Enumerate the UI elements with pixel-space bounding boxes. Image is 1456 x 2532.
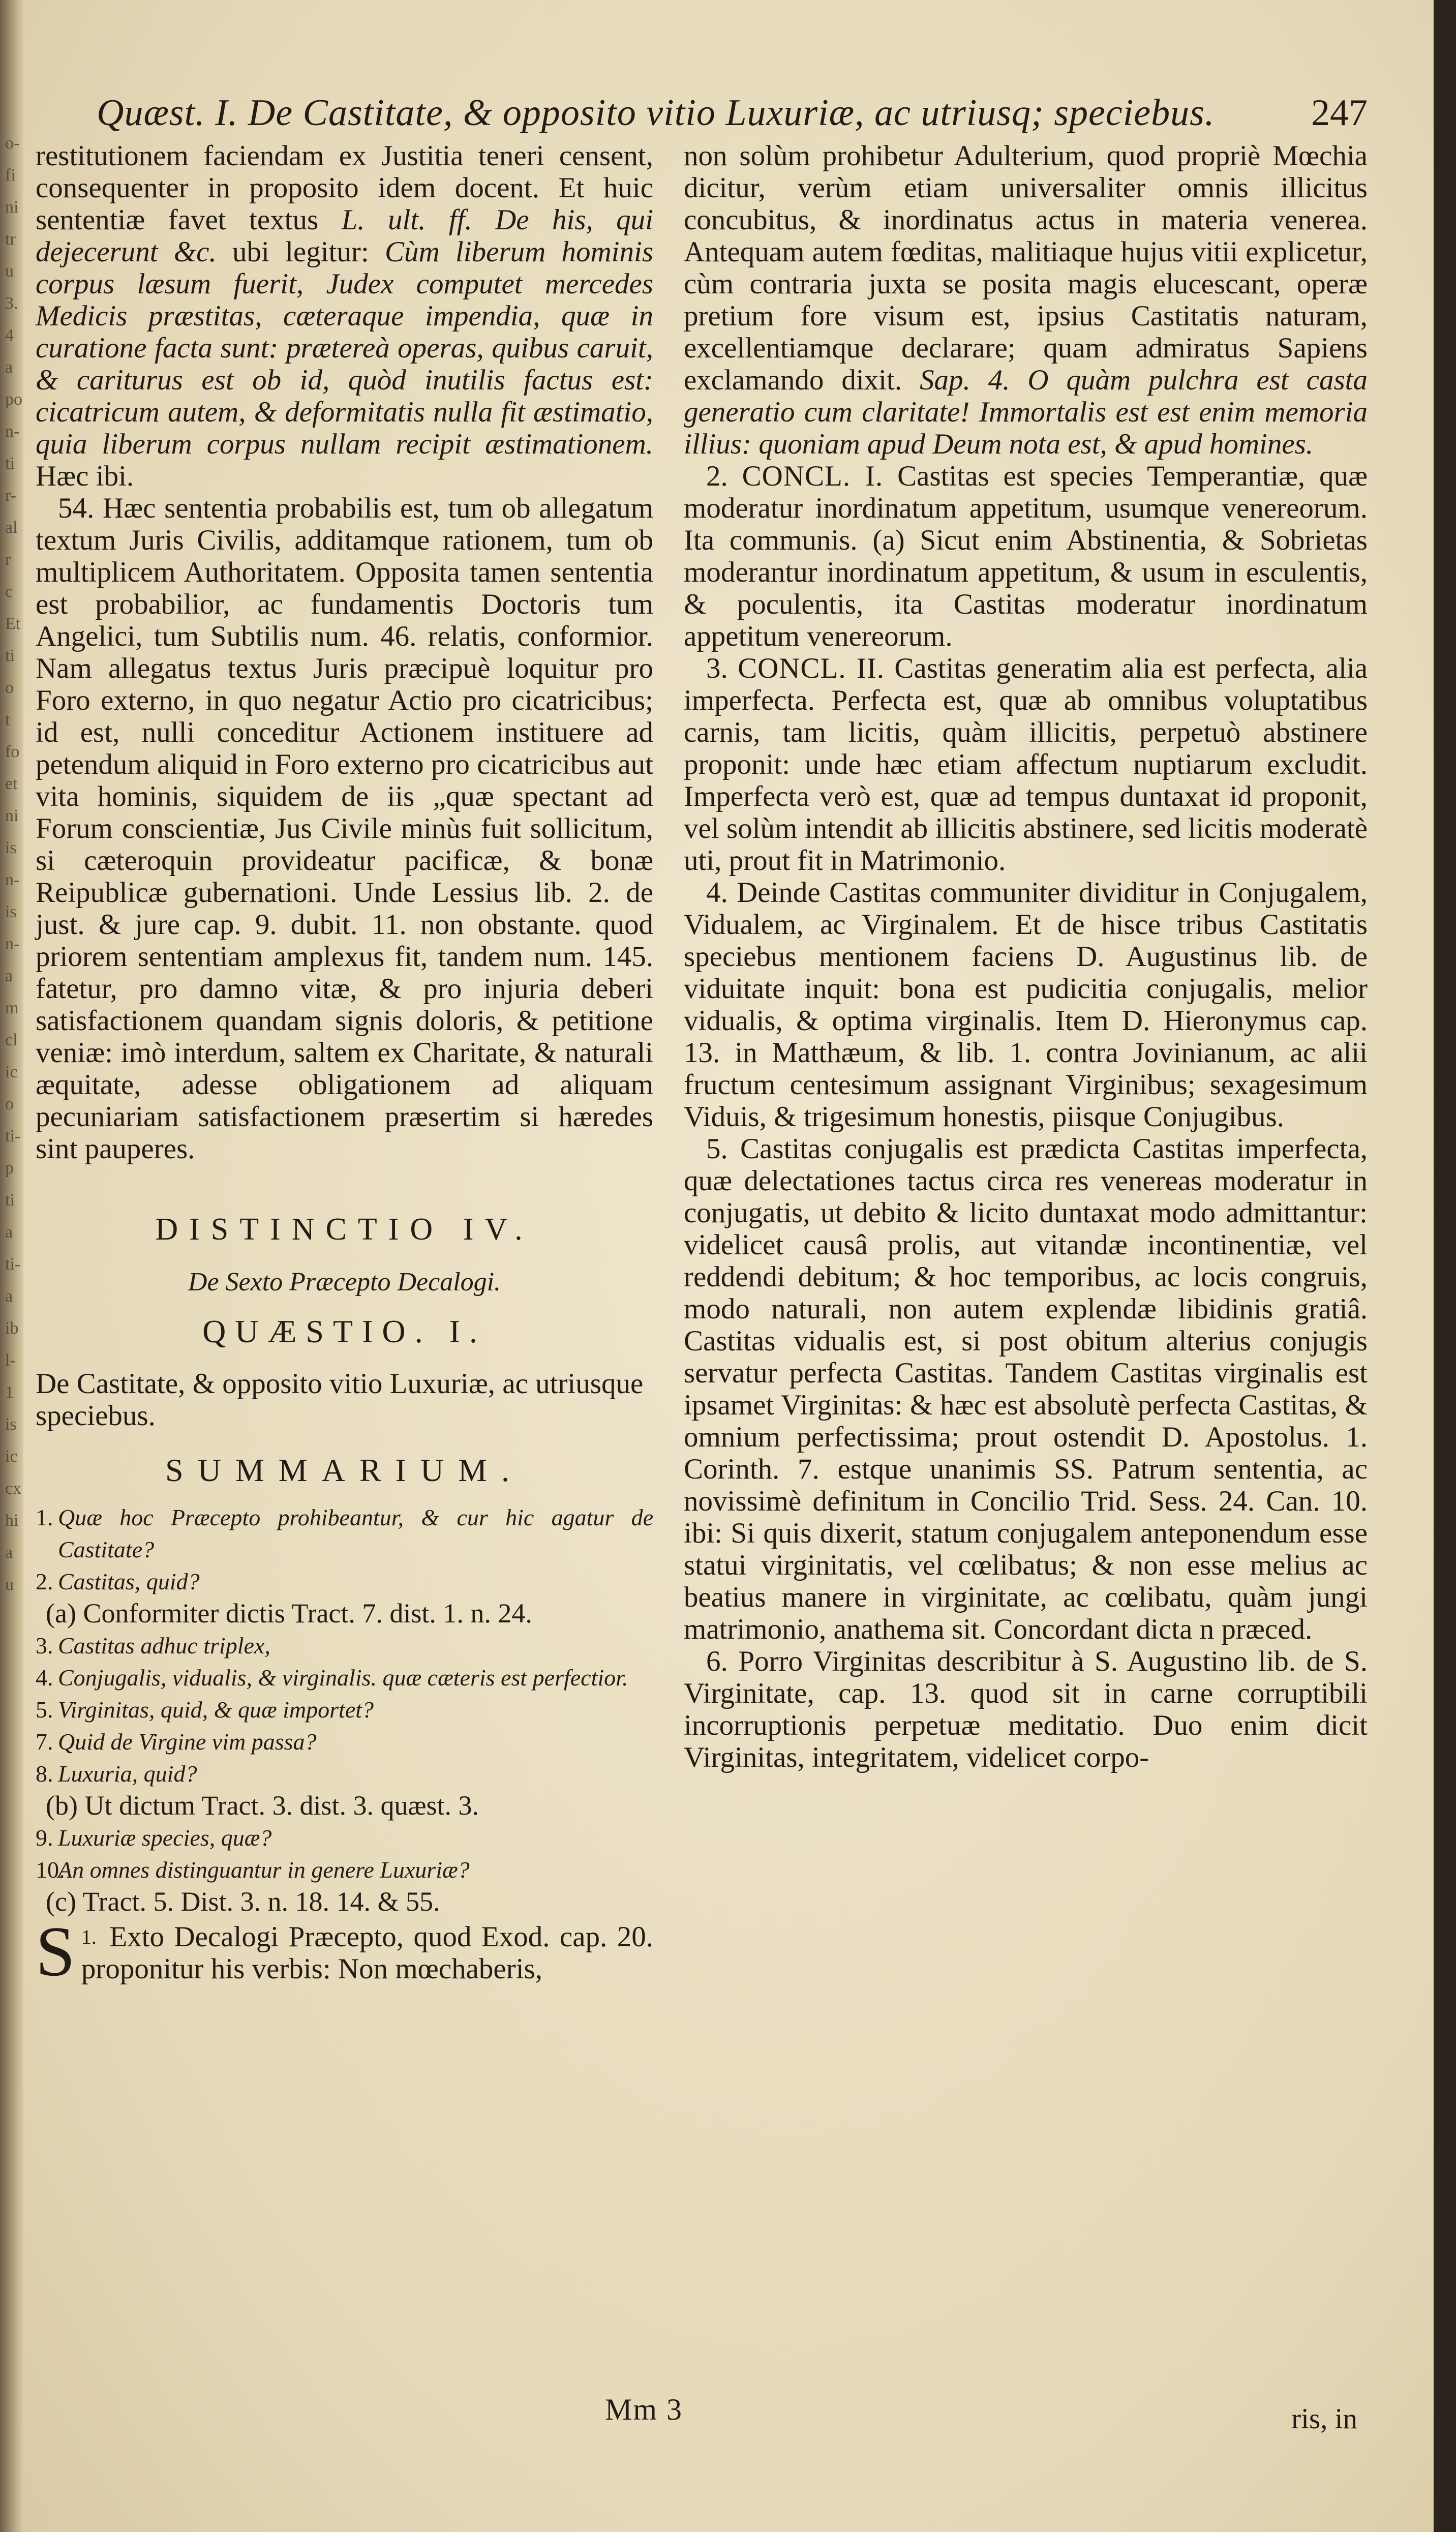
bleed-fragment: 3. (5, 294, 18, 313)
summary-item-number: 4. (36, 1665, 53, 1691)
left-margin-bleed (5, 127, 22, 1601)
bleed-fragment: l- (5, 1351, 16, 1370)
distinctio-heading: DISTINCTIO IV. (155, 1212, 534, 1247)
bleed-fragment: fo (5, 742, 20, 761)
bleed-fragment: ti- (5, 1127, 21, 1146)
summary-item-number: 1. (36, 1504, 53, 1530)
bleed-fragment: ib (5, 1319, 19, 1338)
bleed-fragment: c (5, 582, 13, 601)
paragraph-continuation: non solùm prohibetur Adulterium, quod propriè Mœchia dicitur, verùm etiam universaliter omnis illicitus concubitus, & inordinatus actus in materia venerea. Antequam autem fœditas, malitiaque hujus vitii explicetur, cùm contraria juxta se posita magis elucescant, operæ pretium fore visum est, ipsius Castitatis naturam, excellentiamque declarare; quam admiratus Sapiens exclamando dixit. Sap. 4. O quàm pulchra est casta generatio cum claritate! Immortalis est est enim memoria illius: quoniam apud Deum nota est, & apud homines. (684, 140, 1368, 460)
summary-item-text: Luxuria, quid? (58, 1761, 197, 1787)
summary-item-number: 7. (36, 1729, 53, 1755)
bleed-fragment: is (5, 1415, 17, 1434)
bleed-fragment: a (5, 1543, 13, 1562)
summary-item (36, 1854, 653, 1886)
signature-mark: Mm 3 (605, 2393, 683, 2426)
summary-item-number: 2. (36, 1569, 53, 1594)
paragraph-4: 4. Deinde Castitas communiter dividitur in Conjugalem, Vidualem, ac Virginalem. Et de hisce tribus Castitatis speciebus mentionem faciens D. Augustinus lib. de viduitate inquit: bona est pudicitia conjugalis, melior vidualis, & optima virginalis. Item D. Hieronymus cap. 13. in Matthæum, & lib. 1. contra Jovinianum, ac alii fructum centesimum assignant Virginibus; sexagesimum Viduis, & trigesimum honestis, piisque Conjugibus. (684, 877, 1368, 1133)
citation: Sap. 4. O quàm pulchra est casta generatio cum claritate! Immortalis est est enim memoria illius: quoniam apud Deum nota est, & apud homines. (684, 364, 1368, 460)
summary-item (36, 1501, 653, 1565)
summary-note (36, 1597, 653, 1630)
summary-item-text: Virginitas, quid, & quæ importet? (58, 1697, 374, 1723)
paragraph-54: 54. Hæc sententia probabilis est, tum ob allegatum textum Juris Civilis, additamque rationem, tum ob multiplicem Authoritatem. Opposita tamen sententia est probabilior, ac fundamentis Doctoris tum Angelici, tum Subtilis num. 46. relatis, conformior. Nam allegatus textus Juris præcipuè loquitur pro Foro externo, in quo negatur Actio pro cicatricibus; id est, nulli conceditur Actionem instituere ad petendum aliquid in Foro externo pro cicatricibus aut vita hominis, siquidem de iis „quæ spectant ad Forum conscientiæ, Jus Civile minùs fuit sollicitum, si cæteroquin provideatur pacificæ, & bonæ Reipublicæ gubernationi. Unde Lessius lib. 2. de just. & jure cap. 9. dubit. 11. non obstante. quod priorem sententiam amplexus fit, tandem num. 145. fatetur, pro damno vitæ, & pro injuria deberi satisfactionem quandam signis doloris, & petitione veniæ: imò interdum, saltem ex Charitate, & naturali æquitate, adesse obligationem ad aliquam pecuniariam satisfactionem præsertim si hæredes sint pauperes. (36, 492, 654, 1165)
bleed-fragment: a (5, 967, 13, 985)
bleed-fragment: ti- (5, 1255, 21, 1274)
left-column (36, 140, 654, 1991)
bleed-fragment: ic (5, 1447, 18, 1466)
paragraph-number: 6. (706, 1645, 728, 1677)
summary-item (36, 1630, 653, 1662)
bleed-fragment: hi (5, 1511, 19, 1530)
summarium-heading: SUMMARIUM. (165, 1452, 524, 1488)
catchword: ris, in (1291, 2403, 1357, 2435)
bleed-fragment: is (5, 838, 17, 857)
paragraph-number: 1. (81, 1925, 97, 1948)
summary-list (36, 1501, 653, 1918)
paragraph-2: 2. CONCL. I. Castitas est species Temperantiæ, quæ moderatur inordinatum appetitum, usumque venereorum. Ita communis. (a) Sicut enim Abstinentia, & Sobrietas moderantur inordinatum appetitum, & usum in esculentis, & poculentis, ita Castitas moderatur inordinatum appetitum venereorum. (684, 460, 1368, 652)
bleed-fragment: ni (5, 806, 19, 825)
summary-item (36, 1822, 653, 1854)
bleed-fragment: n- (5, 422, 20, 441)
drop-cap: S (36, 1912, 75, 1991)
summary-item (36, 1694, 653, 1726)
bleed-fragment: ti (5, 1191, 15, 1210)
bleed-fragment: a (5, 1287, 13, 1306)
summary-item-text: Quæ hoc Præcepto prohibeantur, & cur hic agatur de Castitate? (58, 1504, 653, 1562)
running-head (97, 92, 1378, 142)
bleed-fragment: a (5, 358, 13, 377)
summary-note (36, 1790, 653, 1822)
paragraph-5: 5. Castitas conjugalis est prædicta Castitas imperfecta, quæ delectationes tactus circa res venereas moderatur in conjugatis, ut debito & licito duntaxat modo admittantur: videlicet causâ prolis, aut vitandæ incontinentiæ, vel reddendi debitum; & hoc temporibus, ac locis congruis, modo naturali, non autem explendæ libidinis gratiâ. Castitas vidualis est, si post obitum alterius conjugis servatur perfecta Castitas. Tandem Castitas virginalis est ipsamet Virginitas: & hæc est absolutè perfecta Castitas, & omnium perfectissima; prout ostendit D. Apostolus. 1. Corinth. 7. estque unanimis SS. Patrum sententia, ac novissimè definitum in Concilio Trid. Sess. 24. Can. 10. ibi: Si quis dixerit, statum conjugalem anteponendum esse statui virginitatis, vel cœlibatus; & non esse melius ac beatius manere in virginitate, ac cœlibatu, quàm jungi matrimonio, anathema sit. Concordant dicta n præced. (684, 1133, 1368, 1645)
bleed-fragment: ti (5, 646, 15, 665)
summary-item-number: 5. (36, 1697, 53, 1723)
bleed-fragment: ic (5, 1063, 18, 1081)
summary-item-text: An omnes distinguantur in genere Luxuriæ? (58, 1857, 470, 1883)
conclusion-label: CONCL. II. (738, 652, 885, 684)
paragraph-number: 2. (706, 460, 728, 492)
bleed-fragment: fi (5, 166, 16, 185)
bleed-fragment: ni (5, 198, 19, 217)
bleed-fragment: cx (5, 1479, 22, 1498)
paragraph-number: 54. (58, 492, 95, 524)
bleed-fragment: r- (5, 486, 16, 505)
right-column (684, 140, 1368, 1773)
quotation: Cùm liberum hominis corpus læsum fuerit, Judex computet mercedes Medicis præstitas, cæteraque impendia, quæ in curatione facta sunt: prætereà operas, quibus caruit, & cariturus est ob id, quòd inutilis factus est: cicatricum autem, & deformitatis nulla fit æstimatio, quia liberum corpus nullam recipit æstimationem. (36, 236, 654, 460)
summary-item-text: Conjugalis, vidualis, & virginalis. quæ cæteris est perfectior. (58, 1665, 628, 1691)
bleed-fragment: r (5, 550, 11, 569)
summary-item-number: 3. (36, 1633, 53, 1659)
bleed-fragment: m (5, 999, 19, 1017)
summary-item-text: Castitas adhuc triplex, (58, 1633, 270, 1659)
bleed-fragment: n- (5, 870, 20, 889)
bleed-fragment: a (5, 1223, 13, 1242)
summary-item-text: Luxuriæ species, quæ? (58, 1825, 272, 1851)
summary-item (36, 1758, 653, 1790)
paragraph-6: 6. Porro Virginitas describitur à S. Augustino lib. de S. Virginitate, cap. 13. quod sit in carne corruptibili incorruptionis perpetuæ meditatio. Duo enim dicit Virginitas, integritatem, videlicet corpo- (684, 1645, 1368, 1773)
summary-item (36, 1662, 653, 1694)
bleed-fragment: cl (5, 1031, 18, 1049)
summary-item-number: 10. (36, 1857, 65, 1883)
summary-item-text: (b) Ut dictum Tract. 3. dist. 3. quæst. 3. (46, 1790, 479, 1821)
bleed-fragment: n- (5, 935, 20, 953)
bleed-fragment: al (5, 518, 18, 537)
bleed-fragment: t (5, 710, 10, 729)
bleed-fragment: p (5, 1159, 14, 1178)
summary-item-number: 8. (36, 1761, 53, 1787)
bleed-fragment: is (5, 902, 17, 921)
bleed-fragment: o (5, 678, 14, 697)
paragraph-number: 5. (706, 1133, 728, 1165)
conclusion-label: CONCL. I. (742, 460, 884, 492)
bleed-fragment: Et (5, 614, 21, 633)
bleed-fragment: 1 (5, 1383, 14, 1402)
paragraph-3: 3. CONCL. II. Castitas generatim alia est perfecta, alia imperfecta. Perfecta est, quæ ab omnibus voluptatibus carnis, tam licitis, quàm illicitis, perpetuò abstinere proponit: unde hæc etiam affectum nuptiarum excludit. Imperfecta verò est, quæ ad tempus duntaxat id proponit, vel solùm intendit ab illicitis abstinere, sed licitis moderatè uti, prout fit in Matrimonio. (684, 652, 1368, 877)
summary-item-text: Quid de Virgine vim passa? (58, 1729, 317, 1755)
summary-item-number: 9. (36, 1825, 53, 1851)
quaestio-title: De Castitate, & opposito vitio Luxuriæ, ac utriusque speciebus. (36, 1368, 644, 1432)
precept-subtitle: De Sexto Præcepto Decalogi. (188, 1268, 501, 1297)
running-head-title: Quæst. I. De Castitate, & opposito vitio Luxuriæ, ac utriusq; speciebus. (97, 92, 1215, 134)
bleed-fragment: u (5, 262, 14, 281)
summary-item (36, 1565, 653, 1597)
paragraph-number: 4. (706, 877, 728, 909)
paragraph-number: 3. (706, 652, 728, 684)
bleed-fragment: tr (5, 230, 16, 249)
bleed-fragment: et (5, 774, 18, 793)
paragraph-1: $^{1.}$ S Exto Decalogi Præcepto, quod Exod. cap. 20. proponitur his verbis: Non mœchaberis, (36, 1912, 653, 1991)
summary-item (36, 1726, 653, 1758)
bleed-fragment: po (5, 390, 22, 409)
page-number: 247 (1311, 92, 1368, 134)
citation: L. ult. ff. De his, qui dejecerunt &c. (36, 204, 653, 268)
summary-item-text: (a) Conformiter dictis Tract. 7. dist. 1. n. 24. (46, 1598, 532, 1629)
bleed-fragment: o- (5, 134, 20, 153)
summary-item-text: Castitas, quid? (58, 1569, 200, 1594)
bleed-fragment: 4 (5, 326, 14, 345)
paragraph-continuation: restitutionem faciendam ex Justitia teneri censent, consequenter in proposito idem docent. Et huic sententiæ favet textus L. ult. ff. De his, qui dejecerunt &c. ubi legitur: Cùm liberum hominis corpus læsum fuerit, Judex computet mercedes Medicis præstitas, cæteraque impendia, quæ in curatione facta sunt: prætereà operas, quibus caruit, & cariturus est ob id, quòd inutilis factus est: cicatricum autem, & deformitatis nulla fit æstimatio, quia liberum corpus nullam recipit æstimationem. Hæc ibi. (36, 140, 654, 492)
bleed-fragment: u (5, 1575, 14, 1594)
summary-note (36, 1886, 653, 1918)
quaestio-heading: QUÆSTIO. I. (202, 1313, 487, 1349)
bleed-fragment: ti (5, 454, 15, 473)
bleed-fragment: o (5, 1095, 14, 1113)
summary-item-text: (c) Tract. 5. Dist. 3. n. 18. 14. & 55. (46, 1886, 440, 1917)
